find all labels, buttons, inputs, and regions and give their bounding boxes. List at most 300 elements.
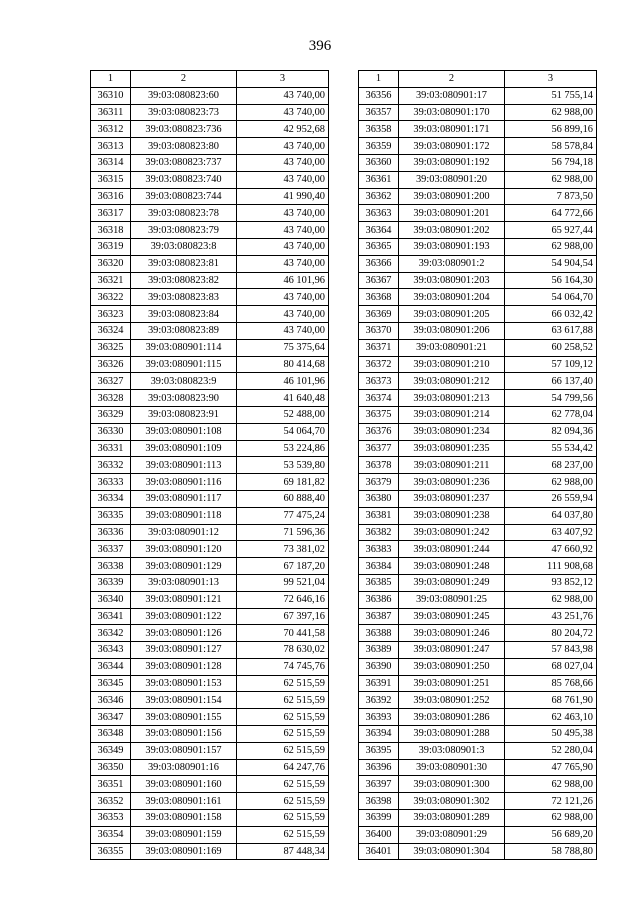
- cadastral-number-cell: 39:03:080901:300: [399, 776, 505, 793]
- cadastral-number-cell: 39:03:080901:117: [131, 490, 237, 507]
- value-cell: 43 740,00: [237, 255, 329, 272]
- cadastral-number-cell: 39:03:080901:304: [399, 843, 505, 860]
- table-row: [91, 726, 329, 743]
- table-row: [91, 658, 329, 675]
- table-row: [91, 810, 329, 827]
- value-cell: 78 630,02: [237, 642, 329, 659]
- cadastral-number-cell: 39:03:080901:192: [399, 154, 505, 171]
- table-row: [91, 121, 329, 138]
- value-cell: 62 988,00: [505, 171, 597, 188]
- value-cell: 43 740,00: [237, 87, 329, 104]
- cadastral-number-cell: 39:03:080901:201: [399, 205, 505, 222]
- value-cell: 26 559,94: [505, 490, 597, 507]
- row-number-cell: 36363: [359, 205, 399, 222]
- cadastral-number-cell: 39:03:080901:20: [399, 171, 505, 188]
- value-cell: 63 407,92: [505, 524, 597, 541]
- row-number-cell: 36397: [359, 776, 399, 793]
- value-cell: 57 109,12: [505, 356, 597, 373]
- cadastral-number-cell: 39:03:080901:170: [399, 104, 505, 121]
- cadastral-number-cell: 39:03:080901:204: [399, 289, 505, 306]
- cadastral-number-cell: 39:03:080901:205: [399, 306, 505, 323]
- cadastral-number-cell: 39:03:080901:13: [131, 574, 237, 591]
- value-cell: 62 988,00: [505, 474, 597, 491]
- cadastral-number-cell: 39:03:080901:127: [131, 642, 237, 659]
- table-row: [359, 339, 597, 356]
- table-row: [359, 104, 597, 121]
- value-cell: 47 660,92: [505, 541, 597, 558]
- value-cell: 43 740,00: [237, 238, 329, 255]
- cadastral-number-cell: 39:03:080901:122: [131, 608, 237, 625]
- cadastral-number-cell: 39:03:080901:250: [399, 658, 505, 675]
- cadastral-number-cell: 39:03:080901:251: [399, 675, 505, 692]
- table-row: [91, 390, 329, 407]
- table-row: [359, 692, 597, 709]
- row-number-cell: 36360: [359, 154, 399, 171]
- value-cell: 62 515,59: [237, 826, 329, 843]
- column-header-1: 1: [359, 71, 399, 88]
- cadastral-number-cell: 39:03:080901:248: [399, 558, 505, 575]
- row-number-cell: 36339: [91, 574, 131, 591]
- cadastral-number-cell: 39:03:080901:193: [399, 238, 505, 255]
- value-cell: 52 488,00: [237, 406, 329, 423]
- table-row: [91, 591, 329, 608]
- value-cell: 75 375,64: [237, 339, 329, 356]
- table-row: [91, 608, 329, 625]
- value-cell: 63 617,88: [505, 322, 597, 339]
- value-cell: 41 640,48: [237, 390, 329, 407]
- row-number-cell: 36390: [359, 658, 399, 675]
- cadastral-number-cell: 39:03:080901:154: [131, 692, 237, 709]
- row-number-cell: 36375: [359, 406, 399, 423]
- value-cell: 52 280,04: [505, 742, 597, 759]
- value-cell: 62 515,59: [237, 793, 329, 810]
- row-number-cell: 36374: [359, 390, 399, 407]
- table-row: [359, 222, 597, 239]
- row-number-cell: 36377: [359, 440, 399, 457]
- row-number-cell: 36337: [91, 541, 131, 558]
- table-row: [359, 625, 597, 642]
- value-cell: 43 251,76: [505, 608, 597, 625]
- cadastral-number-cell: 39:03:080823:8: [131, 238, 237, 255]
- cadastral-number-cell: 39:03:080901:203: [399, 272, 505, 289]
- table-header-row: [91, 71, 329, 88]
- table-row: [91, 843, 329, 860]
- cadastral-number-cell: 39:03:080901:156: [131, 726, 237, 743]
- cadastral-number-cell: 39:03:080901:172: [399, 138, 505, 155]
- table-row: [359, 255, 597, 272]
- row-number-cell: 36382: [359, 524, 399, 541]
- cadastral-number-cell: 39:03:080823:73: [131, 104, 237, 121]
- row-number-cell: 36341: [91, 608, 131, 625]
- cadastral-number-cell: 39:03:080901:242: [399, 524, 505, 541]
- cadastral-number-cell: 39:03:080823:84: [131, 306, 237, 323]
- table-row: [359, 171, 597, 188]
- row-number-cell: 36356: [359, 87, 399, 104]
- cadastral-number-cell: 39:03:080901:247: [399, 642, 505, 659]
- table-row: [91, 356, 329, 373]
- row-number-cell: 36398: [359, 793, 399, 810]
- value-cell: 56 794,18: [505, 154, 597, 171]
- value-cell: 64 247,76: [237, 759, 329, 776]
- value-cell: 43 740,00: [237, 171, 329, 188]
- cadastral-number-cell: 39:03:080901:200: [399, 188, 505, 205]
- table-row: [359, 87, 597, 104]
- table-row: [91, 692, 329, 709]
- value-cell: 62 515,59: [237, 742, 329, 759]
- cadastral-number-cell: 39:03:080901:252: [399, 692, 505, 709]
- row-number-cell: 36384: [359, 558, 399, 575]
- value-cell: 66 137,40: [505, 373, 597, 390]
- table-row: [91, 272, 329, 289]
- cadastral-number-cell: 39:03:080823:9: [131, 373, 237, 390]
- table-row: [91, 507, 329, 524]
- row-number-cell: 36359: [359, 138, 399, 155]
- cadastral-number-cell: 39:03:080901:17: [399, 87, 505, 104]
- value-cell: 99 521,04: [237, 574, 329, 591]
- row-number-cell: 36391: [359, 675, 399, 692]
- row-number-cell: 36353: [91, 810, 131, 827]
- cadastral-number-cell: 39:03:080901:171: [399, 121, 505, 138]
- row-number-cell: 36361: [359, 171, 399, 188]
- row-number-cell: 36385: [359, 574, 399, 591]
- row-number-cell: 36381: [359, 507, 399, 524]
- value-cell: 43 740,00: [237, 289, 329, 306]
- row-number-cell: 36393: [359, 709, 399, 726]
- row-number-cell: 36325: [91, 339, 131, 356]
- value-cell: 53 224,86: [237, 440, 329, 457]
- value-cell: 60 258,52: [505, 339, 597, 356]
- cadastral-number-cell: 39:03:080901:245: [399, 608, 505, 625]
- row-number-cell: 36351: [91, 776, 131, 793]
- value-cell: 67 187,20: [237, 558, 329, 575]
- table-row: [359, 541, 597, 558]
- cadastral-number-cell: 39:03:080823:81: [131, 255, 237, 272]
- table-row: [359, 272, 597, 289]
- row-number-cell: 36312: [91, 121, 131, 138]
- table-row: [359, 373, 597, 390]
- cadastral-number-cell: 39:03:080901:121: [131, 591, 237, 608]
- value-cell: 62 515,59: [237, 776, 329, 793]
- row-number-cell: 36367: [359, 272, 399, 289]
- value-cell: 62 515,59: [237, 810, 329, 827]
- column-header-3: 3: [237, 71, 329, 88]
- table-row: [359, 390, 597, 407]
- cadastral-number-cell: 39:03:080823:91: [131, 406, 237, 423]
- cadastral-number-cell: 39:03:080901:249: [399, 574, 505, 591]
- table-row: [91, 490, 329, 507]
- table-row: [91, 625, 329, 642]
- value-cell: 68 027,04: [505, 658, 597, 675]
- cadastral-number-cell: 39:03:080901:246: [399, 625, 505, 642]
- value-cell: 50 495,38: [505, 726, 597, 743]
- row-number-cell: 36316: [91, 188, 131, 205]
- row-number-cell: 36352: [91, 793, 131, 810]
- value-cell: 87 448,34: [237, 843, 329, 860]
- row-number-cell: 36357: [359, 104, 399, 121]
- table-row: [359, 154, 597, 171]
- table-row: [359, 709, 597, 726]
- row-number-cell: 36349: [91, 742, 131, 759]
- value-cell: 41 990,40: [237, 188, 329, 205]
- value-cell: 54 904,54: [505, 255, 597, 272]
- row-number-cell: 36401: [359, 843, 399, 860]
- cadastral-number-cell: 39:03:080901:115: [131, 356, 237, 373]
- row-number-cell: 36322: [91, 289, 131, 306]
- table-row: [359, 658, 597, 675]
- value-cell: 93 852,12: [505, 574, 597, 591]
- cadastral-number-cell: 39:03:080901:212: [399, 373, 505, 390]
- row-number-cell: 36392: [359, 692, 399, 709]
- row-number-cell: 36328: [91, 390, 131, 407]
- row-number-cell: 36395: [359, 742, 399, 759]
- row-number-cell: 36386: [359, 591, 399, 608]
- cadastral-number-cell: 39:03:080901:159: [131, 826, 237, 843]
- row-number-cell: 36373: [359, 373, 399, 390]
- row-number-cell: 36388: [359, 625, 399, 642]
- row-number-cell: 36378: [359, 457, 399, 474]
- table-row: [359, 591, 597, 608]
- cadastral-number-cell: 39:03:080901:158: [131, 810, 237, 827]
- table-row: [359, 642, 597, 659]
- cadastral-number-cell: 39:03:080823:89: [131, 322, 237, 339]
- table-row: [359, 793, 597, 810]
- value-cell: 80 204,72: [505, 625, 597, 642]
- cadastral-number-cell: 39:03:080901:116: [131, 474, 237, 491]
- row-number-cell: 36370: [359, 322, 399, 339]
- cadastral-number-cell: 39:03:080901:237: [399, 490, 505, 507]
- cadastral-number-cell: 39:03:080823:736: [131, 121, 237, 138]
- cadastral-number-cell: 39:03:080901:214: [399, 406, 505, 423]
- value-cell: 55 534,42: [505, 440, 597, 457]
- table-row: [359, 138, 597, 155]
- cadastral-number-cell: 39:03:080823:79: [131, 222, 237, 239]
- value-cell: 46 101,96: [237, 373, 329, 390]
- cadastral-number-cell: 39:03:080901:12: [131, 524, 237, 541]
- table-row: [359, 524, 597, 541]
- table-row: [91, 238, 329, 255]
- value-cell: 46 101,96: [237, 272, 329, 289]
- cadastral-number-cell: 39:03:080901:108: [131, 423, 237, 440]
- row-number-cell: 36369: [359, 306, 399, 323]
- table-row: [359, 742, 597, 759]
- table-row: [91, 558, 329, 575]
- table-row: [91, 205, 329, 222]
- cadastral-number-cell: 39:03:080823:740: [131, 171, 237, 188]
- cadastral-number-cell: 39:03:080823:737: [131, 154, 237, 171]
- cadastral-number-cell: 39:03:080901:16: [131, 759, 237, 776]
- cadastral-number-cell: 39:03:080901:286: [399, 709, 505, 726]
- table-row: [359, 474, 597, 491]
- cadastral-number-cell: 39:03:080901:238: [399, 507, 505, 524]
- table-row: [91, 289, 329, 306]
- table-row: [91, 255, 329, 272]
- table-row: [359, 205, 597, 222]
- table-row: [91, 759, 329, 776]
- row-number-cell: 36346: [91, 692, 131, 709]
- value-cell: 111 908,68: [505, 558, 597, 575]
- row-number-cell: 36345: [91, 675, 131, 692]
- value-cell: 72 121,26: [505, 793, 597, 810]
- table-row: [91, 675, 329, 692]
- table-row: [91, 742, 329, 759]
- row-number-cell: 36368: [359, 289, 399, 306]
- value-cell: 43 740,00: [237, 138, 329, 155]
- value-cell: 43 740,00: [237, 322, 329, 339]
- table-row: [359, 457, 597, 474]
- cadastral-number-cell: 39:03:080901:114: [131, 339, 237, 356]
- cadastral-number-cell: 39:03:080823:60: [131, 87, 237, 104]
- table-row: [91, 776, 329, 793]
- cadastral-number-cell: 39:03:080823:83: [131, 289, 237, 306]
- table-row: [91, 642, 329, 659]
- cadastral-number-cell: 39:03:080901:206: [399, 322, 505, 339]
- table-row: [91, 104, 329, 121]
- row-number-cell: 36399: [359, 810, 399, 827]
- table-row: [91, 188, 329, 205]
- row-number-cell: 36389: [359, 642, 399, 659]
- table-row: [359, 440, 597, 457]
- table-row: [359, 406, 597, 423]
- cadastral-number-cell: 39:03:080823:78: [131, 205, 237, 222]
- cadastral-number-cell: 39:03:080901:118: [131, 507, 237, 524]
- cadastral-number-cell: 39:03:080901:153: [131, 675, 237, 692]
- row-number-cell: 36319: [91, 238, 131, 255]
- table-row: [359, 608, 597, 625]
- value-cell: 62 988,00: [505, 810, 597, 827]
- cadastral-number-cell: 39:03:080901:21: [399, 339, 505, 356]
- row-number-cell: 36371: [359, 339, 399, 356]
- cadastral-number-cell: 39:03:080901:213: [399, 390, 505, 407]
- cadastral-number-cell: 39:03:080823:82: [131, 272, 237, 289]
- cadastral-number-cell: 39:03:080901:235: [399, 440, 505, 457]
- cadastral-number-cell: 39:03:080901:128: [131, 658, 237, 675]
- table-row: [359, 843, 597, 860]
- registry-table-left: [90, 70, 329, 860]
- value-cell: 62 515,59: [237, 692, 329, 709]
- row-number-cell: 36321: [91, 272, 131, 289]
- table-row: [359, 507, 597, 524]
- cadastral-number-cell: 39:03:080901:155: [131, 709, 237, 726]
- row-number-cell: 36331: [91, 440, 131, 457]
- row-number-cell: 36350: [91, 759, 131, 776]
- row-number-cell: 36311: [91, 104, 131, 121]
- row-number-cell: 36365: [359, 238, 399, 255]
- value-cell: 43 740,00: [237, 154, 329, 171]
- table-row: [359, 322, 597, 339]
- table-row: [91, 793, 329, 810]
- value-cell: 69 181,82: [237, 474, 329, 491]
- cadastral-number-cell: 39:03:080901:236: [399, 474, 505, 491]
- table-row: [359, 423, 597, 440]
- table-row: [91, 709, 329, 726]
- cadastral-number-cell: 39:03:080901:157: [131, 742, 237, 759]
- table-row: [359, 810, 597, 827]
- page-number: 396: [308, 38, 332, 54]
- cadastral-number-cell: 39:03:080901:129: [131, 558, 237, 575]
- cadastral-number-cell: 39:03:080901:234: [399, 423, 505, 440]
- row-number-cell: 36323: [91, 306, 131, 323]
- value-cell: 65 927,44: [505, 222, 597, 239]
- value-cell: 43 740,00: [237, 104, 329, 121]
- value-cell: 72 646,16: [237, 591, 329, 608]
- row-number-cell: 36313: [91, 138, 131, 155]
- value-cell: 67 397,16: [237, 608, 329, 625]
- cadastral-number-cell: 39:03:080823:80: [131, 138, 237, 155]
- cadastral-number-cell: 39:03:080901:169: [131, 843, 237, 860]
- table-row: [91, 524, 329, 541]
- row-number-cell: 36330: [91, 423, 131, 440]
- row-number-cell: 36400: [359, 826, 399, 843]
- table-row: [91, 138, 329, 155]
- table-row: [91, 154, 329, 171]
- cadastral-number-cell: 39:03:080823:90: [131, 390, 237, 407]
- value-cell: 56 164,30: [505, 272, 597, 289]
- table-row: [359, 574, 597, 591]
- table-row: [91, 574, 329, 591]
- value-cell: 68 237,00: [505, 457, 597, 474]
- table-row: [359, 558, 597, 575]
- cadastral-number-cell: 39:03:080901:30: [399, 759, 505, 776]
- value-cell: 58 788,80: [505, 843, 597, 860]
- value-cell: 68 761,90: [505, 692, 597, 709]
- value-cell: 80 414,68: [237, 356, 329, 373]
- value-cell: 62 515,59: [237, 675, 329, 692]
- row-number-cell: 36333: [91, 474, 131, 491]
- column-header-1: 1: [91, 71, 131, 88]
- cadastral-number-cell: 39:03:080901:288: [399, 726, 505, 743]
- row-number-cell: 36364: [359, 222, 399, 239]
- column-header-3: 3: [505, 71, 597, 88]
- table-row: [91, 171, 329, 188]
- cadastral-number-cell: 39:03:080901:25: [399, 591, 505, 608]
- row-number-cell: 36338: [91, 558, 131, 575]
- cadastral-number-cell: 39:03:080901:160: [131, 776, 237, 793]
- value-cell: 62 515,59: [237, 726, 329, 743]
- row-number-cell: 36354: [91, 826, 131, 843]
- value-cell: 56 689,20: [505, 826, 597, 843]
- table-row: [91, 373, 329, 390]
- value-cell: 64 772,66: [505, 205, 597, 222]
- value-cell: 62 988,00: [505, 238, 597, 255]
- row-number-cell: 36358: [359, 121, 399, 138]
- row-number-cell: 36329: [91, 406, 131, 423]
- value-cell: 62 515,59: [237, 709, 329, 726]
- row-number-cell: 36336: [91, 524, 131, 541]
- value-cell: 82 094,36: [505, 423, 597, 440]
- row-number-cell: 36355: [91, 843, 131, 860]
- row-number-cell: 36314: [91, 154, 131, 171]
- cadastral-number-cell: 39:03:080823:744: [131, 188, 237, 205]
- cadastral-number-cell: 39:03:080901:120: [131, 541, 237, 558]
- table-header-row: [359, 71, 597, 88]
- row-number-cell: 36342: [91, 625, 131, 642]
- cadastral-number-cell: 39:03:080901:210: [399, 356, 505, 373]
- row-number-cell: 36315: [91, 171, 131, 188]
- table-row: [359, 188, 597, 205]
- value-cell: 64 037,80: [505, 507, 597, 524]
- value-cell: 7 873,50: [505, 188, 597, 205]
- table-row: [91, 440, 329, 457]
- value-cell: 47 765,90: [505, 759, 597, 776]
- row-number-cell: 36318: [91, 222, 131, 239]
- value-cell: 43 740,00: [237, 306, 329, 323]
- row-number-cell: 36326: [91, 356, 131, 373]
- table-row: [359, 826, 597, 843]
- cadastral-number-cell: 39:03:080901:302: [399, 793, 505, 810]
- cadastral-number-cell: 39:03:080901:3: [399, 742, 505, 759]
- value-cell: 54 799,56: [505, 390, 597, 407]
- table-row: [359, 726, 597, 743]
